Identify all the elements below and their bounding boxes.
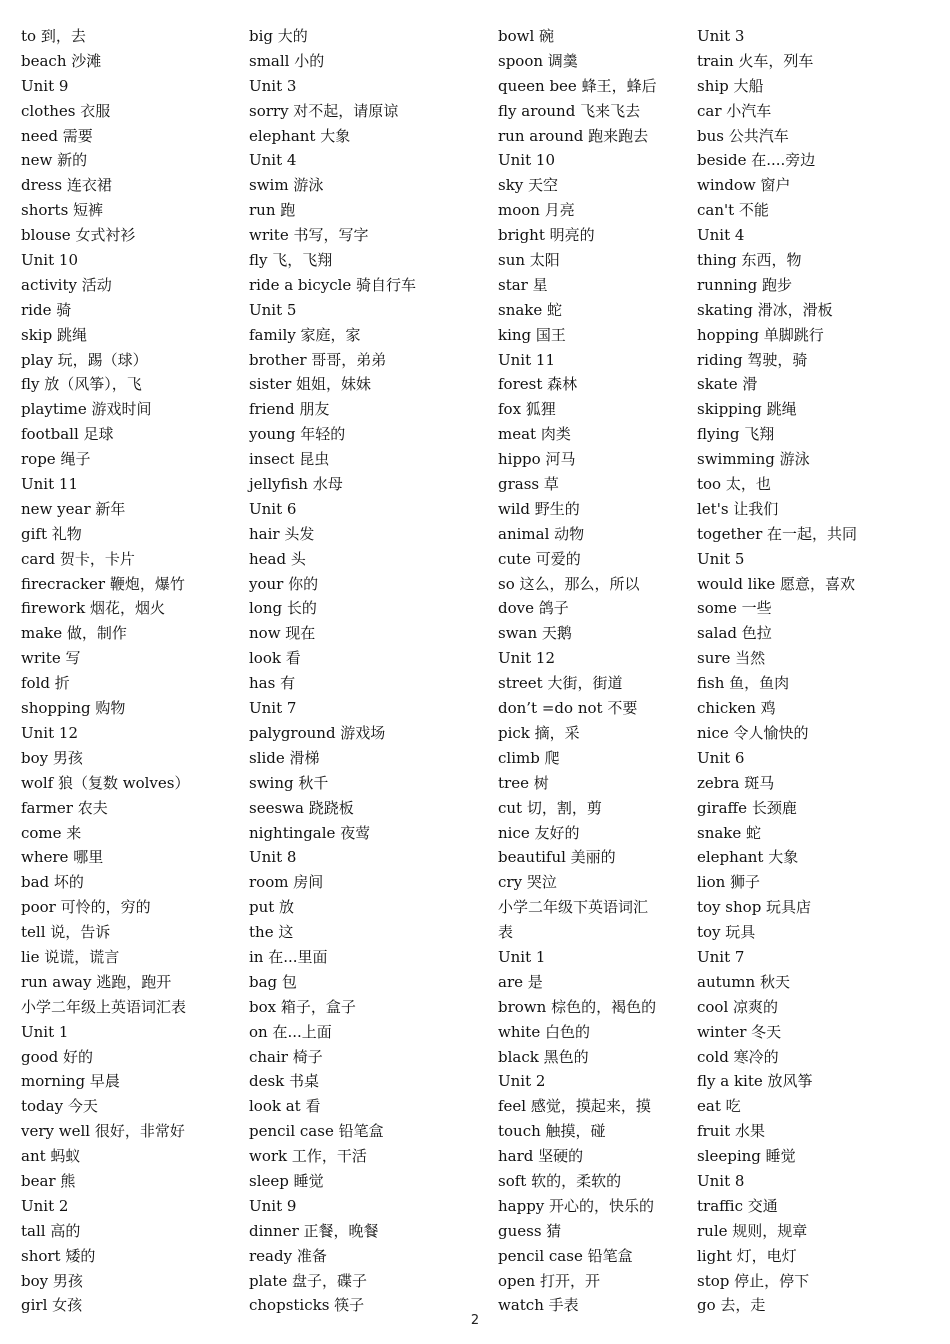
vocab-entry: swim 游泳 <box>249 176 324 195</box>
vocab-entry: tell 说，告诉 <box>21 923 111 942</box>
vocab-entry: chicken 鸡 <box>697 699 776 718</box>
vocab-entry: Unit 7 <box>249 699 297 718</box>
vocab-entry: cry 哭泣 <box>498 873 557 892</box>
vocab-entry: eat 吃 <box>697 1097 741 1116</box>
vocab-entry: hair 头发 <box>249 524 315 543</box>
vocab-entry: star 星 <box>498 275 548 294</box>
vocab-entry: bus 公共汽车 <box>697 126 789 145</box>
vocab-entry: sleeping 睡觉 <box>697 1147 796 1166</box>
vocab-entry: write 写 <box>21 649 81 668</box>
vocab-entry: can't 不能 <box>697 201 769 220</box>
vocab-entry: Unit 6 <box>249 499 297 518</box>
vocab-entry: jellyfish 水母 <box>249 475 343 494</box>
vocab-entry: watch 手表 <box>498 1296 579 1315</box>
vocab-entry: so 这么，那么，所以 <box>498 574 640 593</box>
vocab-entry: zebra 斑马 <box>697 773 775 792</box>
vocab-entry: 表 <box>498 923 514 942</box>
vocab-entry: winter 冬天 <box>697 1022 782 1041</box>
vocab-entry: hopping 单脚跳行 <box>697 325 824 344</box>
vocab-entry: dinner 正餐，晚餐 <box>249 1221 379 1240</box>
vocab-entry: too 太，也 <box>697 475 771 494</box>
vocab-entry: toy shop 玩具店 <box>697 898 812 917</box>
vocab-entry: sister 姐姐，妹妹 <box>249 375 372 394</box>
vocab-entry: long 长的 <box>249 599 317 618</box>
vocab-entry: now 现在 <box>249 624 316 643</box>
vocab-entry: sorry 对不起，请原谅 <box>249 101 399 120</box>
vocab-entry: brother 哥哥，弟弟 <box>249 350 387 369</box>
vocab-entry: work 工作，干活 <box>249 1147 367 1166</box>
vocab-entry: football 足球 <box>21 425 114 444</box>
vocab-entry: sure 当然 <box>697 649 766 668</box>
vocab-entry: cut 切，割，剪 <box>498 798 602 817</box>
vocab-entry: need 需要 <box>21 126 93 145</box>
vocab-entry: elephant 大象 <box>697 848 799 867</box>
vocab-entry: chair 椅子 <box>249 1047 323 1066</box>
vocab-entry: train 火车，列车 <box>697 51 814 70</box>
vocab-entry: skipping 跳绳 <box>697 400 797 419</box>
vocab-entry: snake 蛇 <box>498 300 563 319</box>
vocab-entry: Unit 11 <box>498 350 555 369</box>
vocab-entry: small 小的 <box>249 51 325 70</box>
vocab-entry: sleep 睡觉 <box>249 1171 324 1190</box>
vocab-entry: Unit 8 <box>697 1171 745 1190</box>
vocabulary-column-4 <box>697 24 932 1318</box>
vocab-entry: Unit 10 <box>498 151 555 170</box>
vocab-entry: farmer 农夫 <box>21 798 108 817</box>
vocab-entry: girl 女孩 <box>21 1296 83 1315</box>
vocab-entry: clothes 衣服 <box>21 101 111 120</box>
vocab-entry: snake 蛇 <box>697 823 762 842</box>
vocab-entry: Unit 11 <box>21 475 78 494</box>
vocab-entry: where 哪里 <box>21 848 104 867</box>
vocab-entry: short 矮的 <box>21 1246 96 1265</box>
vocab-entry: Unit 9 <box>21 76 69 95</box>
vocab-entry: brown 棕色的，褐色的 <box>498 997 657 1016</box>
vocab-entry: Unit 7 <box>697 947 745 966</box>
vocab-entry: don’t =do not 不要 <box>498 699 638 718</box>
vocab-entry: let's 让我们 <box>697 499 779 518</box>
vocab-entry: on 在...上面 <box>249 1022 332 1041</box>
vocab-entry: light 灯，电灯 <box>697 1246 797 1265</box>
vocab-entry: 小学二年级下英语词汇 <box>498 898 649 917</box>
vocab-entry: bright 明亮的 <box>498 226 595 245</box>
vocab-entry: plate 盘子，碟子 <box>249 1271 368 1290</box>
vocab-entry: Unit 6 <box>697 748 745 767</box>
vocab-entry: car 小汽车 <box>697 101 772 120</box>
vocab-entry: Unit 4 <box>697 226 745 245</box>
vocab-entry: tall 高的 <box>21 1221 81 1240</box>
vocab-entry: ant 蚂蚁 <box>21 1147 81 1166</box>
vocab-entry: slide 滑梯 <box>249 748 320 767</box>
vocab-entry: boy 男孩 <box>21 748 83 767</box>
vocab-entry: Unit 12 <box>498 649 555 668</box>
vocab-entry: flying 飞翔 <box>697 425 775 444</box>
vocab-entry: desk 书桌 <box>249 1072 320 1091</box>
vocab-entry: thing 东西，物 <box>697 251 802 270</box>
vocab-entry: shopping 购物 <box>21 699 126 718</box>
vocab-entry: riding 驾驶，骑 <box>697 350 808 369</box>
vocab-entry: card 贺卡，卡片 <box>21 549 135 568</box>
vocab-entry: today 今天 <box>21 1097 98 1116</box>
vocab-entry: go 去，走 <box>697 1296 766 1315</box>
vocab-entry: sun 太阳 <box>498 251 560 270</box>
vocab-entry: boy 男孩 <box>21 1271 83 1290</box>
vocab-entry: Unit 4 <box>249 151 297 170</box>
vocab-entry: new year 新年 <box>21 499 126 518</box>
vocab-entry: skate 滑 <box>697 375 758 394</box>
vocab-entry: together 在一起，共同 <box>697 524 858 543</box>
vocab-entry: giraffe 长颈鹿 <box>697 798 797 817</box>
vocab-entry: hippo 河马 <box>498 450 576 469</box>
vocab-entry: pencil case 铅笔盒 <box>498 1246 633 1265</box>
vocab-entry: traffic 交通 <box>697 1196 778 1215</box>
vocabulary-column-1 <box>21 24 236 1318</box>
vocab-entry: grass 草 <box>498 475 559 494</box>
vocab-entry: family 家庭，家 <box>249 325 361 344</box>
vocab-entry: fish 鱼，鱼肉 <box>697 674 790 693</box>
vocab-entry: swimming 游泳 <box>697 450 810 469</box>
vocab-entry: fly 飞，飞翔 <box>249 251 333 270</box>
vocab-entry: Unit 1 <box>498 947 546 966</box>
vocab-entry: stop 停止，停下 <box>697 1271 810 1290</box>
vocab-entry: come 来 <box>21 823 82 842</box>
vocab-entry: good 好的 <box>21 1047 94 1066</box>
vocab-entry: beach 沙滩 <box>21 51 102 70</box>
vocab-entry: dove 鸽子 <box>498 599 569 618</box>
vocab-entry: to 到，去 <box>21 27 86 45</box>
vocab-entry: chopsticks 筷子 <box>249 1296 365 1315</box>
vocab-entry: look 看 <box>249 649 301 668</box>
vocab-entry: swing 秋千 <box>249 773 329 792</box>
vocab-entry: skip 跳绳 <box>21 325 87 344</box>
vocab-entry: fold 折 <box>21 674 70 693</box>
vocab-entry: the 这 <box>249 923 294 942</box>
vocab-entry: run around 跑来跑去 <box>498 126 649 145</box>
vocab-entry: has 有 <box>249 674 296 693</box>
vocab-entry: gift 礼物 <box>21 524 82 543</box>
vocab-entry: shorts 短裤 <box>21 201 104 220</box>
vocab-entry: Unit 3 <box>697 27 745 45</box>
vocab-entry: moon 月亮 <box>498 201 575 220</box>
vocab-entry: lie 说谎，谎言 <box>21 947 120 966</box>
vocab-entry: running 跑步 <box>697 275 792 294</box>
vocab-entry: Unit 2 <box>21 1196 69 1215</box>
vocab-entry: dress 连衣裙 <box>21 176 112 195</box>
vocab-entry: touch 触摸，碰 <box>498 1122 606 1141</box>
vocab-entry: morning 早晨 <box>21 1072 120 1091</box>
vocab-entry: bear 熊 <box>21 1171 76 1190</box>
vocab-entry: Unit 8 <box>249 848 297 867</box>
vocab-entry: Unit 5 <box>697 549 745 568</box>
vocab-entry: guess 猜 <box>498 1221 562 1240</box>
vocab-entry: Unit 3 <box>249 76 297 95</box>
vocab-entry: firework 烟花，烟火 <box>21 599 165 618</box>
vocab-entry: Unit 9 <box>249 1196 297 1215</box>
vocab-entry: cool 凉爽的 <box>697 997 779 1016</box>
vocab-entry: 小学二年级上英语词汇表 <box>21 997 187 1016</box>
vocab-entry: white 白色的 <box>498 1022 590 1041</box>
vocab-entry: playtime 游戏时间 <box>21 400 152 419</box>
vocab-entry: nice 令人愉快的 <box>697 723 809 742</box>
vocab-entry: bowl 碗 <box>498 27 555 45</box>
vocab-entry: bad 坏的 <box>21 873 84 892</box>
vocab-entry: cute 可爱的 <box>498 549 581 568</box>
vocab-entry: box 箱子，盒子 <box>249 997 356 1016</box>
vocab-entry: hard 坚硬的 <box>498 1147 584 1166</box>
vocab-entry: forest 森林 <box>498 375 578 394</box>
vocab-entry: poor 可怜的，穷的 <box>21 898 151 917</box>
vocab-entry: ship 大船 <box>697 76 764 95</box>
vocab-entry: cold 寒冷的 <box>697 1047 779 1066</box>
vocab-entry: activity 活动 <box>21 275 112 294</box>
vocab-entry: beside 在....旁边 <box>697 151 816 170</box>
vocab-entry: put 放 <box>249 898 295 917</box>
vocab-entry: look at 看 <box>249 1097 321 1116</box>
vocab-entry: elephant 大象 <box>249 126 351 145</box>
vocab-entry: run 跑 <box>249 201 296 220</box>
vocab-entry: Unit 1 <box>21 1022 69 1041</box>
vocab-entry: street 大街，街道 <box>498 674 623 693</box>
vocab-entry: open 打开，开 <box>498 1271 600 1290</box>
vocab-entry: run away 逃跑，跑开 <box>21 972 172 991</box>
vocab-entry: spoon 调羹 <box>498 51 578 70</box>
vocab-entry: write 书写，写字 <box>249 226 369 245</box>
vocab-entry: rule 规则，规章 <box>697 1221 808 1240</box>
vocab-entry: wolf 狼（复数 wolves） <box>21 773 190 792</box>
vocab-entry: seeswa 跷跷板 <box>249 798 354 817</box>
vocab-entry: beautiful 美丽的 <box>498 848 616 867</box>
vocab-entry: Unit 12 <box>21 723 78 742</box>
vocab-entry: in 在...里面 <box>249 947 328 966</box>
vocab-entry: fly 放（风筝），飞 <box>21 375 142 394</box>
vocab-entry: salad 色拉 <box>697 624 772 643</box>
vocab-entry: are 是 <box>498 972 543 991</box>
vocab-entry: tree 树 <box>498 773 549 792</box>
vocab-entry: fruit 水果 <box>697 1122 765 1141</box>
vocab-entry: fly around 飞来飞去 <box>498 101 641 120</box>
vocab-entry: bag 包 <box>249 972 297 991</box>
vocab-entry: pencil case 铅笔盒 <box>249 1122 384 1141</box>
vocab-entry: Unit 2 <box>498 1072 546 1091</box>
vocab-entry: firecracker 鞭炮，爆竹 <box>21 574 185 593</box>
vocab-entry: wild 野生的 <box>498 499 580 518</box>
vocab-entry: some 一些 <box>697 599 772 618</box>
vocab-entry: Unit 5 <box>249 300 297 319</box>
vocab-entry: ride 骑 <box>21 300 72 319</box>
vocabulary-column-3 <box>498 24 688 1318</box>
vocab-entry: meat 肉类 <box>498 425 571 444</box>
vocab-entry: ready 准备 <box>249 1246 327 1265</box>
vocab-entry: young 年轻的 <box>249 425 346 444</box>
vocab-entry: nice 友好的 <box>498 823 580 842</box>
vocab-entry: make 做，制作 <box>21 624 127 643</box>
vocab-entry: blouse 女式衬衫 <box>21 226 136 245</box>
vocab-entry: toy 玩具 <box>697 923 756 942</box>
vocab-entry: fly a kite 放风筝 <box>697 1072 813 1091</box>
vocab-entry: pick 摘，采 <box>498 723 580 742</box>
vocab-entry: sky 天空 <box>498 176 559 195</box>
vocab-entry: very well 很好，非常好 <box>21 1122 185 1141</box>
vocab-entry: queen bee 蜂王，蜂后 <box>498 76 657 95</box>
vocab-entry: skating 滑冰，滑板 <box>697 300 833 319</box>
vocab-entry: new 新的 <box>21 151 88 170</box>
vocab-entry: lion 狮子 <box>697 873 761 892</box>
page-number: 2 <box>470 1313 480 1328</box>
vocab-entry: window 窗户 <box>697 176 791 195</box>
vocab-entry: king 国王 <box>498 325 566 344</box>
vocab-entry: friend 朋友 <box>249 400 330 419</box>
vocab-entry: head 头 <box>249 549 306 568</box>
vocab-entry: room 房间 <box>249 873 324 892</box>
vocab-entry: swan 天鹅 <box>498 624 572 643</box>
vocab-entry: climb 爬 <box>498 748 560 767</box>
vocab-entry: happy 开心的，快乐的 <box>498 1196 655 1215</box>
vocab-entry: black 黑色的 <box>498 1047 589 1066</box>
vocab-entry: insect 昆虫 <box>249 450 330 469</box>
vocab-entry: big 大的 <box>249 27 308 45</box>
vocab-entry: rope 绳子 <box>21 450 91 469</box>
vocab-entry: autumn 秋天 <box>697 972 790 991</box>
vocab-entry: soft 软的，柔软的 <box>498 1171 622 1190</box>
vocab-entry: fox 狐狸 <box>498 400 556 419</box>
vocab-entry: play 玩，踢（球） <box>21 350 148 369</box>
vocab-entry: animal 动物 <box>498 524 585 543</box>
vocab-entry: feel 感觉，摸起来，摸 <box>498 1097 651 1116</box>
vocab-entry: palyground 游戏场 <box>249 723 386 742</box>
vocab-entry: Unit 10 <box>21 251 78 270</box>
vocab-entry: your 你的 <box>249 574 319 593</box>
vocab-entry: would like 愿意，喜欢 <box>697 574 856 593</box>
vocabulary-column-2 <box>249 24 484 1318</box>
vocab-entry: nightingale 夜莺 <box>249 823 371 842</box>
vocab-entry: ride a bicycle 骑自行车 <box>249 275 417 294</box>
